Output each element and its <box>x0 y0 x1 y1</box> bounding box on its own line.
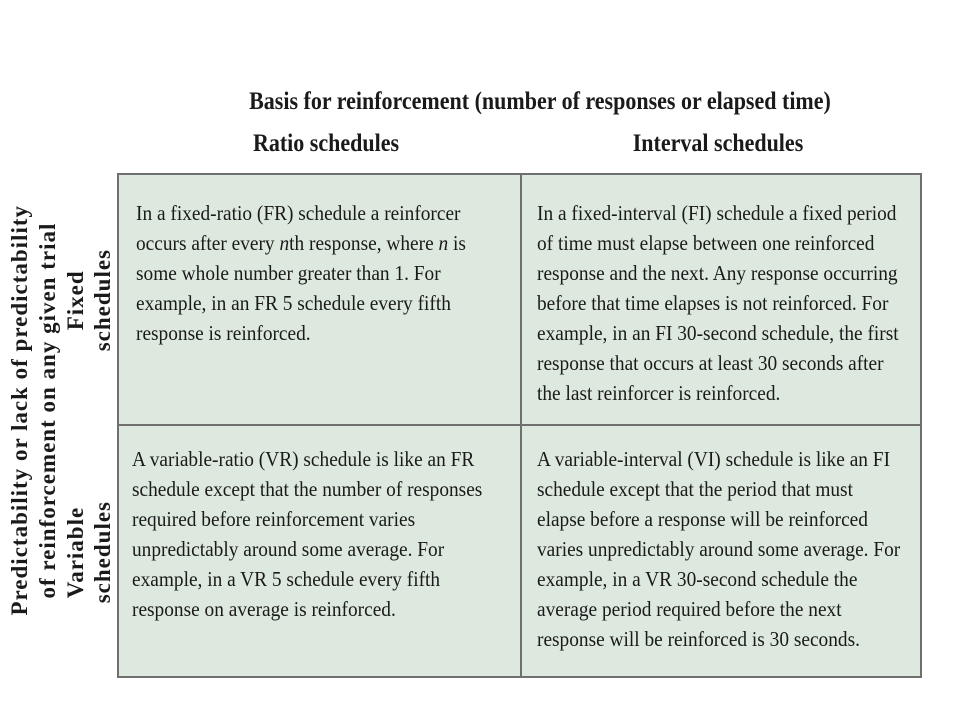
cell-line: A variable-ratio (VR) schedule is like an FR <box>132 447 475 471</box>
cell-line: before that time elapses is not reinforced. For <box>537 291 889 315</box>
cell-line: example, in an FR 5 schedule every fifth <box>136 291 451 315</box>
cell-line: of time must elapse between one reinforced <box>537 231 875 255</box>
cell-line: schedule except that the period that must <box>537 477 853 501</box>
row-label-variable-line-1: Variable <box>63 506 88 598</box>
row-label-variable <box>64 428 114 676</box>
predictability-axis-label <box>5 160 63 660</box>
cell-line: example, in a VR 30-second schedule the <box>537 567 858 591</box>
cell-line: example, in a VR 5 schedule every fifth <box>132 567 441 591</box>
cell-fixed-interval <box>537 198 906 408</box>
predictability-label-line-1: Predictability or lack of predictability <box>7 204 32 616</box>
cell-line: the last reinforcer is reinforced. <box>537 381 781 405</box>
row-label-fixed-line-1: Fixed <box>63 270 88 330</box>
cell-line: elapse before a response will be reinforced <box>537 507 868 531</box>
cell-variable-interval <box>537 444 906 654</box>
cell-line: unpredictably around some average. For <box>132 537 445 561</box>
cell-line: response is reinforced. <box>136 321 311 345</box>
grid-divider-horizontal <box>117 424 922 426</box>
row-label-fixed <box>64 176 114 424</box>
cell-line: occurs after every nth response, where n is <box>136 231 466 255</box>
cell-line: some whole number greater than 1. For <box>136 261 441 285</box>
cell-line: In a fixed-ratio (FR) schedule a reinforcer <box>136 201 461 225</box>
cell-line: A variable-interval (VI) schedule is like an FI <box>537 447 891 471</box>
cell-line: average period required before the next <box>537 597 842 621</box>
cell-fixed-ratio <box>136 198 501 348</box>
predictability-label-line-2: of reinforcement on any given trial <box>35 222 60 598</box>
cell-line: In a fixed-interval (FI) schedule a fixed period <box>537 201 897 225</box>
cell-line: example, in an FI 30-second schedule, the first <box>537 321 899 345</box>
column-heading-ratio: Ratio schedules <box>252 130 400 157</box>
cell-line: response and the next. Any response occurring <box>537 261 898 285</box>
cell-line: required before reinforcement varies <box>132 507 416 531</box>
row-label-fixed-line-2: schedules <box>90 248 115 352</box>
basis-heading: Basis for reinforcement (number of responses or elapsed time) <box>249 88 831 115</box>
cell-variable-ratio <box>132 444 506 624</box>
cell-line: varies unpredictably around some average. For <box>537 537 901 561</box>
cell-line: schedule except that the number of responses <box>132 477 483 501</box>
column-heading-interval: Interval schedules <box>632 130 804 157</box>
cell-line: response on average is reinforced. <box>132 597 396 621</box>
cell-line: response that occurs at least 30 seconds after <box>537 351 884 375</box>
row-label-variable-line-2: schedules <box>90 500 115 604</box>
cell-line: response will be reinforced is 30 seconds. <box>537 627 860 651</box>
